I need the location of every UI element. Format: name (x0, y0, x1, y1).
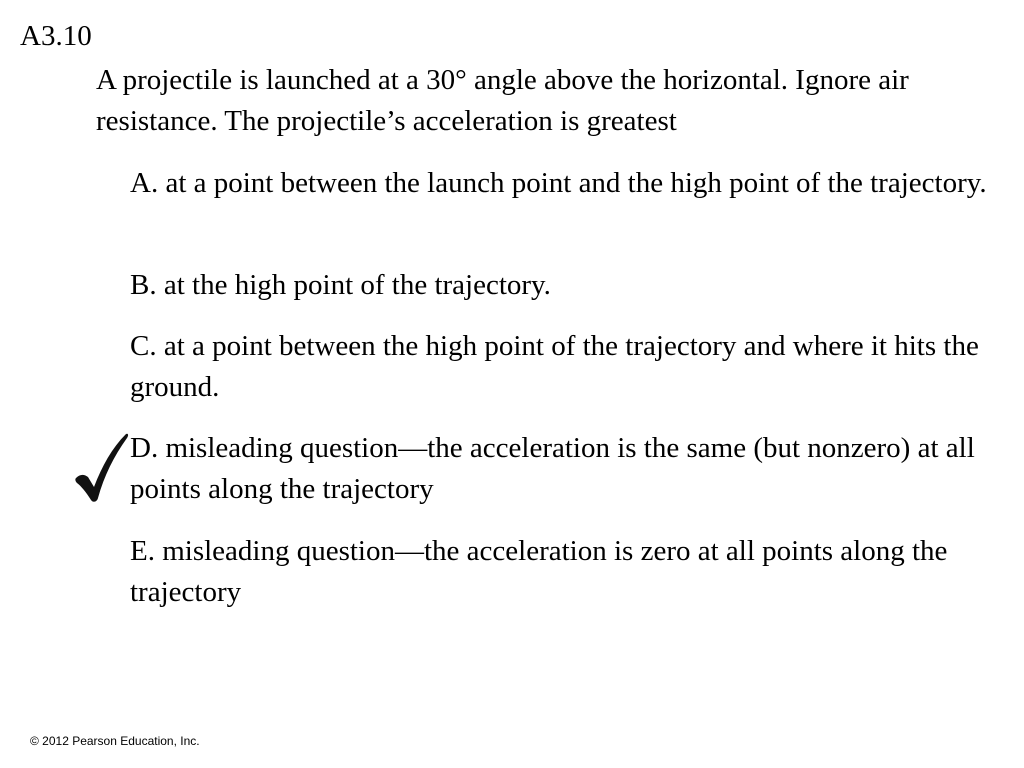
answer-option-d: D. misleading question—the acceleration is the same (but nonzero) at all points along the trajectory (130, 432, 975, 505)
answer-option-b: B. at the high point of the trajectory. (130, 269, 551, 301)
answer-option-c: C. at a point between the high point of the trajectory and where it hits the ground. (130, 330, 979, 403)
answer-option-e: E. misleading question—the acceleration is zero at all points along the trajectory (130, 535, 948, 608)
checkmark-icon (72, 430, 130, 506)
slide-number: A3.10 (20, 20, 92, 52)
answer-option-a: A. at a point between the launch point and the high point of the trajectory. (130, 167, 987, 199)
copyright-footer: © 2012 Pearson Education, Inc. (30, 734, 200, 748)
question-text: A projectile is launched at a 30° angle above the horizontal. Ignore air resistance. The projectile’s acceleration is greatest (96, 64, 909, 137)
